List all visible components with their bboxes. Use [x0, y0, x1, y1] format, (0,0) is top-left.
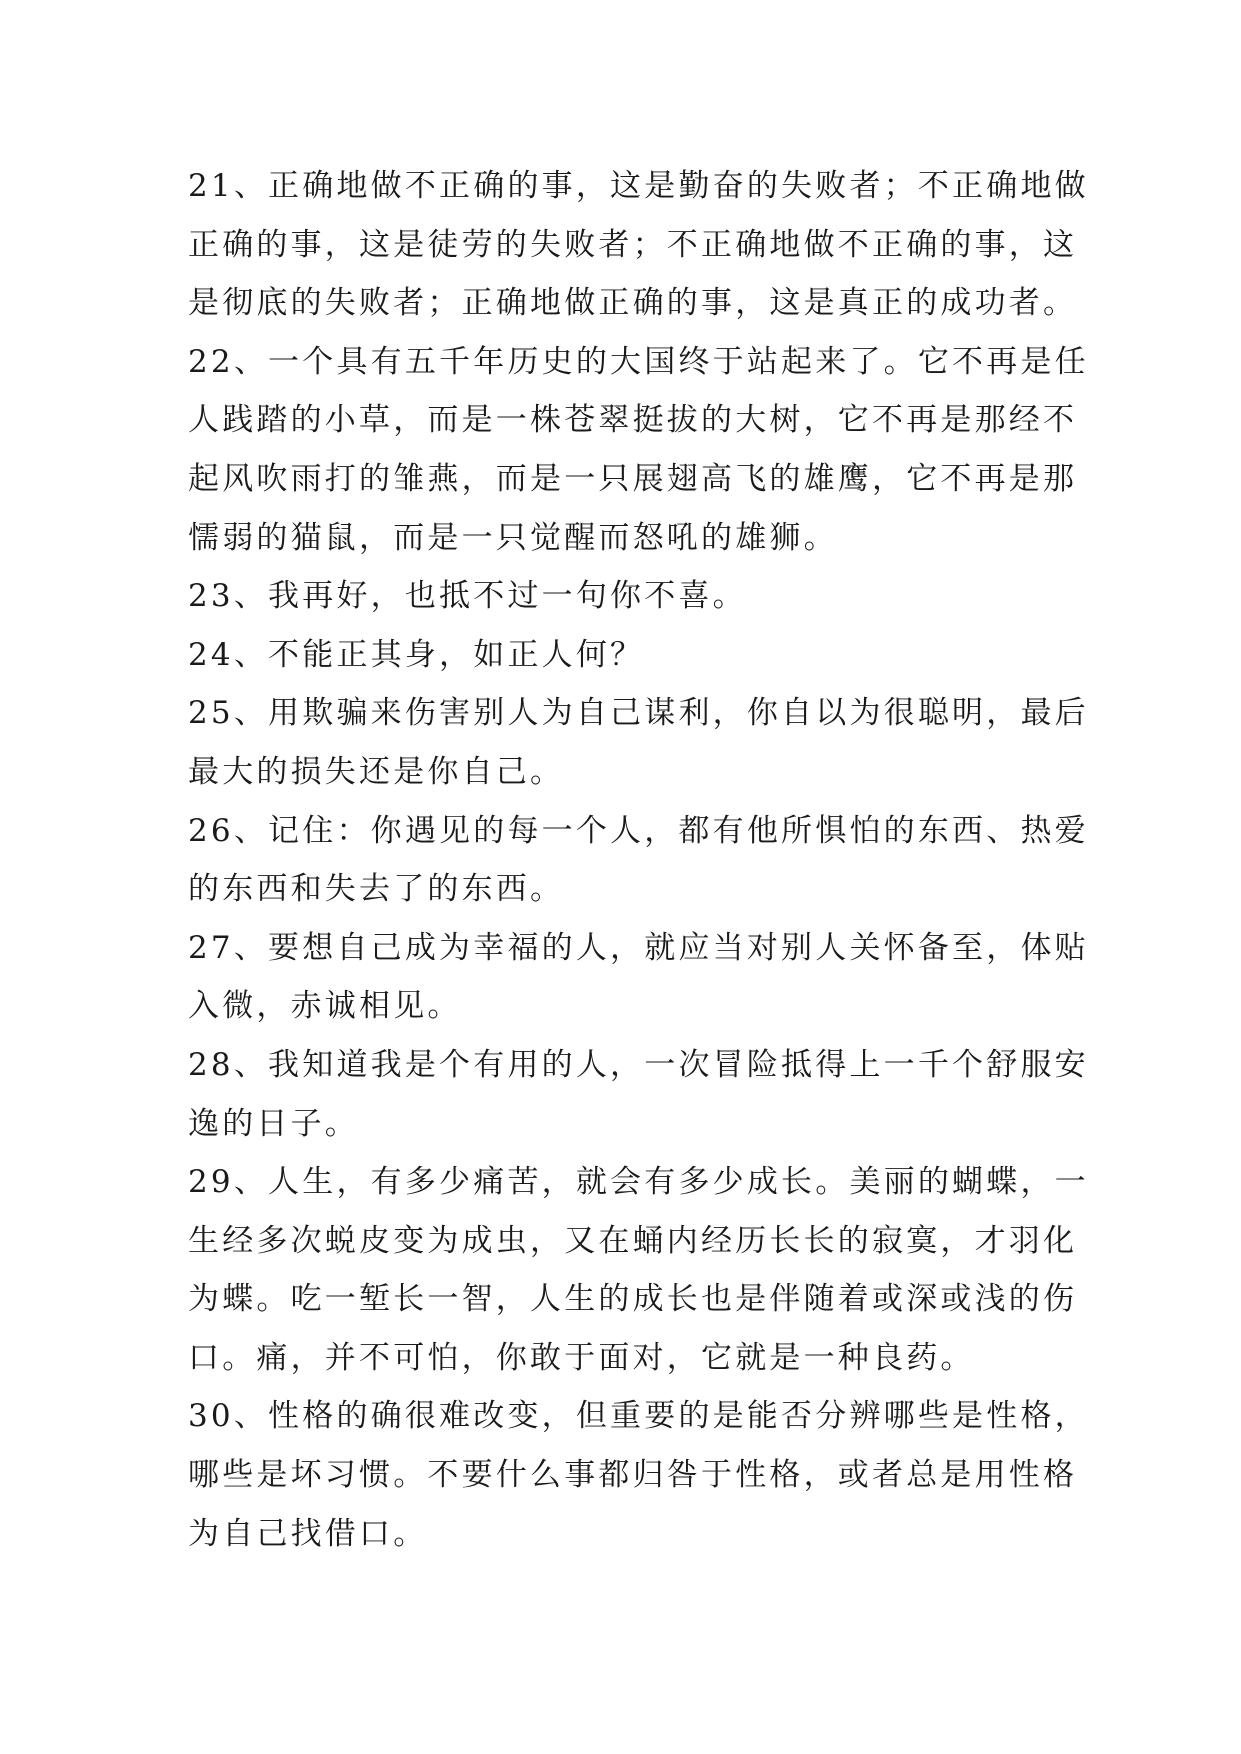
text-line: 为自己找借口。 — [188, 1515, 428, 1552]
text-line: 25、用欺骗来伤害别人为自己谋利，你自以为很聪明，最后 — [188, 695, 1089, 732]
text-line: 起风吹雨打的雏燕，而是一只展翅高飞的雄鹰，它不再是那 — [188, 460, 1078, 497]
text-line: 逸的日子。 — [188, 1105, 359, 1142]
document-body — [188, 157, 1089, 1563]
text-line: 26、记住：你遇见的每一个人，都有他所惧怕的东西、热爱 — [188, 812, 1089, 849]
text-line: 正确的事，这是徒劳的失败者；不正确地做不正确的事，这 — [188, 226, 1078, 263]
text-line: 22、一个具有五千年历史的大国终于站起来了。它不再是任 — [188, 343, 1089, 380]
text-line: 为蝶。吃一堑长一智，人生的成长也是伴随着或深或浅的伤 — [188, 1281, 1078, 1318]
text-line: 27、要想自己成为幸福的人，就应当对别人关怀备至，体贴 — [188, 929, 1089, 966]
text-line: 最大的损失还是你自己。 — [188, 753, 565, 790]
text-line: 是彻底的失败者；正确地做正确的事，这是真正的成功者。 — [188, 285, 1078, 322]
text-line: 口。痛，并不可怕，你敢于面对，它就是一种良药。 — [188, 1339, 975, 1376]
text-line: 28、我知道我是个有用的人，一次冒险抵得上一千个舒服安 — [188, 1046, 1089, 1083]
text-line: 人践踏的小草，而是一株苍翠挺拔的大树，它不再是那经不 — [188, 402, 1078, 439]
text-line: 29、人生，有多少痛苦，就会有多少成长。美丽的蝴蝶，一 — [188, 1164, 1089, 1201]
text-line: 24、不能正其身，如正人何？ — [188, 636, 645, 673]
text-line: 30、性格的确很难改变，但重要的是能否分辨哪些是性格， — [188, 1398, 1089, 1435]
text-line: 生经多次蜕皮变为成虫，又在蛹内经历长长的寂寞，才羽化 — [188, 1222, 1078, 1259]
text-line: 懦弱的猫鼠，而是一只觉醒而怒吼的雄狮。 — [188, 519, 838, 556]
text-line: 入微，赤诚相见。 — [188, 988, 462, 1025]
text-line: 哪些是坏习惯。不要什么事都归咎于性格，或者总是用性格 — [188, 1457, 1078, 1494]
text-line: 23、我再好，也抵不过一句你不喜。 — [188, 578, 747, 615]
text-line: 21、正确地做不正确的事，这是勤奋的失败者；不正确地做 — [188, 168, 1089, 204]
text-line: 的东西和失去了的东西。 — [188, 871, 565, 908]
